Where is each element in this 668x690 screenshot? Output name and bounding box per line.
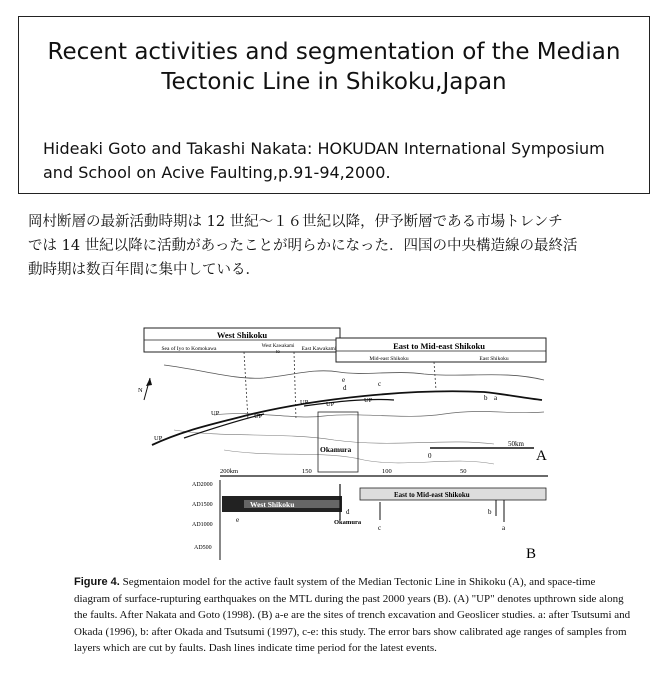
map-site-b: b [484,394,488,402]
up-label-1: UP [154,435,163,442]
west-band-label: West Shikoku [250,500,295,509]
west-kawakami-label: West Kawakami [261,344,295,349]
diagram-site-b: b [488,508,492,516]
japanese-summary [28,210,648,282]
map-site-e: e [342,376,346,384]
up-label-5: UP [326,401,335,408]
citation [43,137,643,185]
up-label-3: UP [254,413,263,420]
map-site-c: c [378,380,382,388]
panel-a-map [138,328,547,472]
jp-line-2: では 14 世紀以降に活動があったことが明らかになった．四国の中央構造線の最終活 [28,238,578,254]
diagram-site-d: d [346,508,350,516]
y-tick-ad1500: AD1500 [192,502,213,508]
title-line-2: Tectonic Line in Shikoku,Japan [161,69,507,95]
east-band-label: East to Mid-east Shikoku [394,491,470,499]
east-mid-east-label: East to Mid-east Shikoku [393,341,485,351]
panel-b-diagram [192,468,548,562]
sea-iyo-label: Sea of Iyo to Komokawa [161,346,217,352]
mid-east-label: Mid-east Shikoku [369,356,409,362]
citation-line-2: and School on Acive Faulting,p.91-94,2000. [43,163,391,182]
caption-label: Figure 4. [74,576,120,588]
scale-zero: 0 [428,452,432,460]
y-tick-ad2000: AD2000 [192,482,213,488]
paper-title [19,37,649,97]
up-label-6: UP [364,397,373,404]
panel-b-label: B [526,546,537,562]
diagram-site-c: c [378,524,382,532]
diagram-site-e: e [236,516,240,524]
caption-text: Segmentaion model for the active fault system of the Median Tectonic Line in Shikoku (A), and space-time diagram of surface-rupturing earthquakes on the MTL during the past 2000 years (B). (A) "UP" denotes upthrown side along the faults. After Nakata and Goto (1998). (B) a-e are the sites of trench excavation and Geoslicer studies. a: after Tsutsumi and Okada (1996), b: after Okada and Tsutsumi (1997), c-e: this study. The error bars show calibrated age ranges of samples from layers which are cut by faults. Dash lines indicate time period for the latest events. [74,576,631,654]
x-tick-50: 50 [460,468,467,475]
east-kawakami-label: East Kawakami [301,346,337,352]
west-shikoku-label: West Shikoku [216,330,268,340]
x-tick-200: 200km [220,468,239,475]
to-label: to [276,350,280,355]
figure-caption [74,574,634,657]
okamura-diagram-label: Okamura [334,519,362,526]
x-tick-150: 150 [302,468,312,475]
jp-line-3: 動時期は数百年間に集中している． [28,262,260,278]
okamura-map-label: Okamura [320,445,352,454]
y-tick-ad1000: AD1000 [192,522,213,528]
panel-a-label: A [536,448,547,464]
up-label-2: UP [211,410,220,417]
x-tick-100: 100 [382,468,392,475]
map-site-d: d [343,384,347,392]
citation-line-1: Hideaki Goto and Takashi Nakata: HOKUDAN International Symposium [43,139,605,158]
title-line-1: Recent activities and segmentation of the Median [47,39,621,65]
jp-line-1: 岡村断層の最新活動時期は 12 世紀～１６世紀以降，伊予断層である市場トレンチ [28,214,563,230]
y-tick-ad500: AD500 [194,545,212,551]
title-box [18,16,650,194]
north-label: N [138,387,143,394]
scale-km: 50km [508,440,524,448]
up-label-4: UP [300,399,309,406]
map-site-a: a [494,394,498,402]
diagram-site-a: a [502,524,506,532]
east-shikoku-sub-label: East Shikoku [479,356,509,362]
